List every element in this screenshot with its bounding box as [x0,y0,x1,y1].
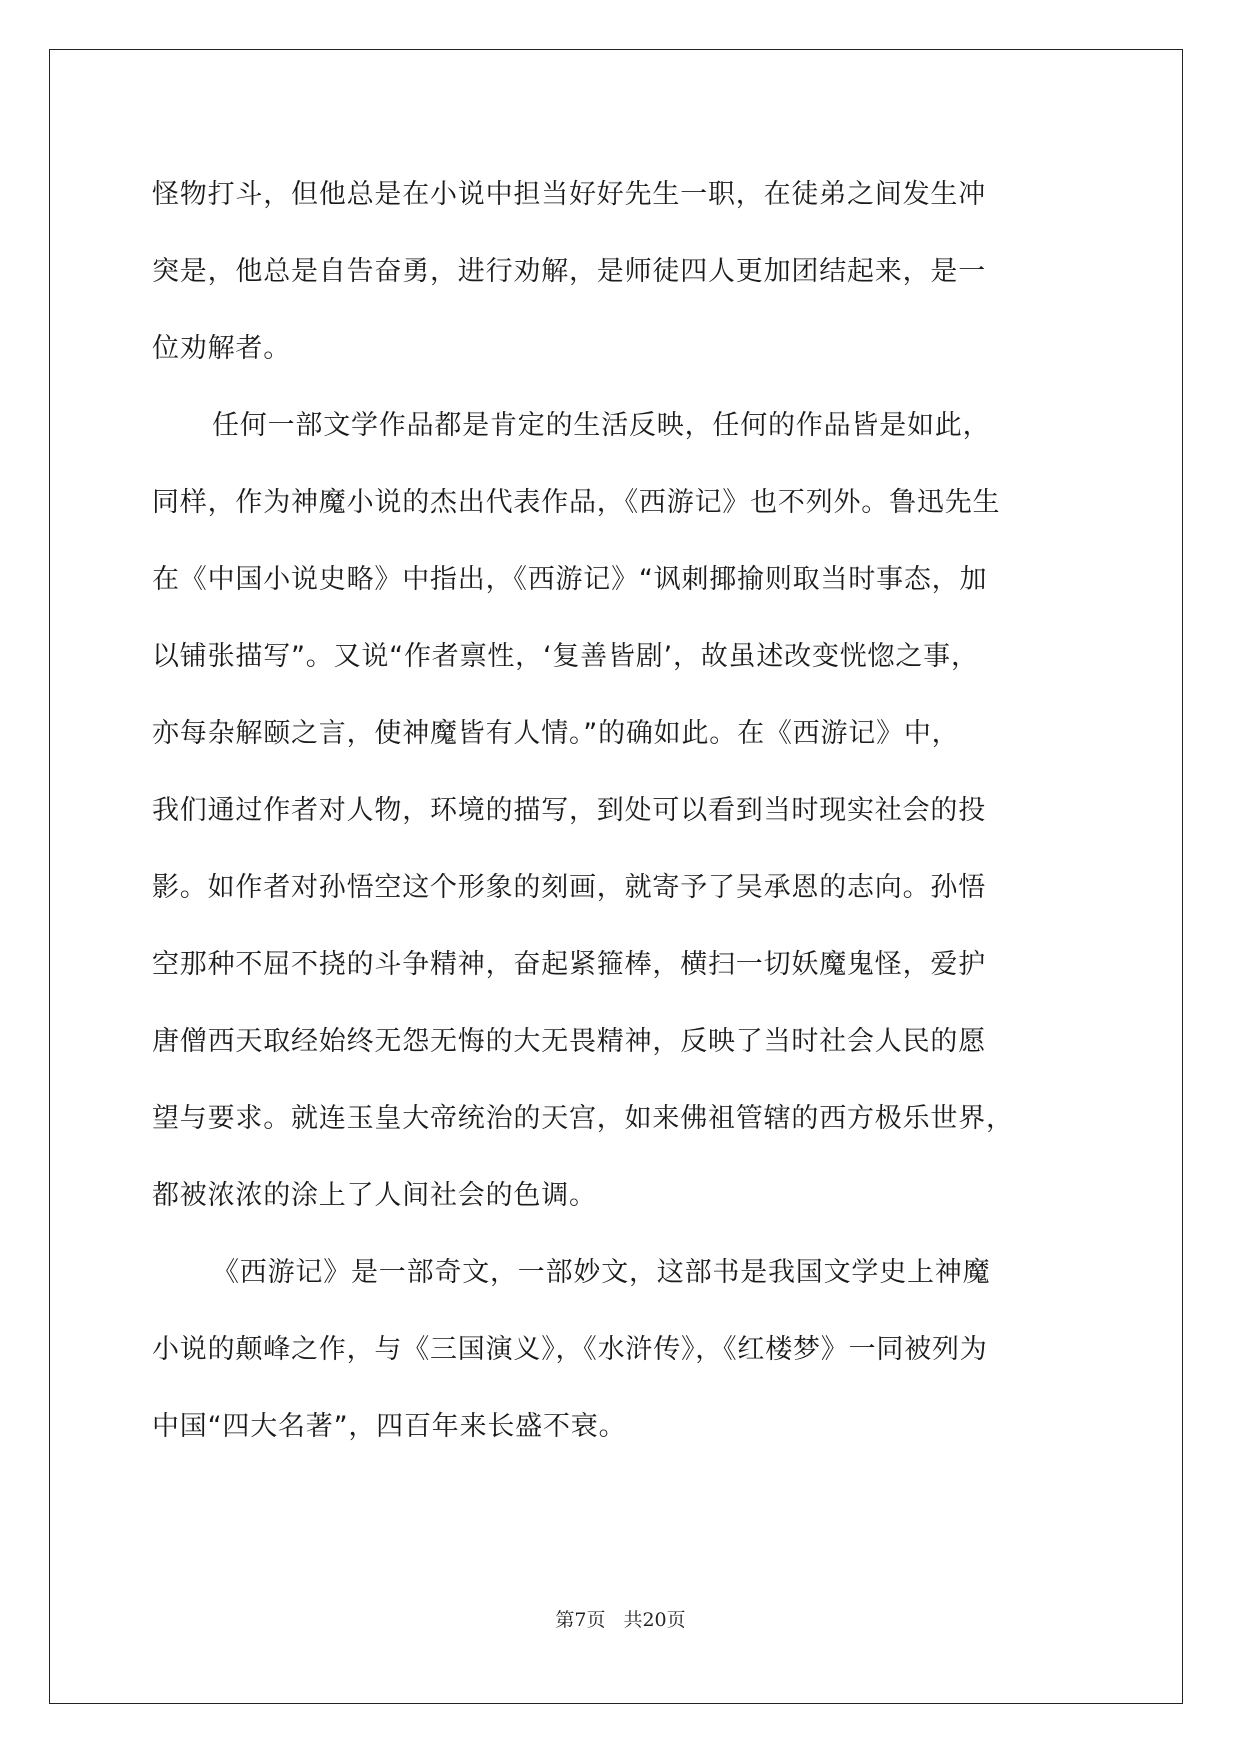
text-line: 在《中国小说史略》中指出，《西游记》“讽刺揶揄则取当时事态，加 [152,564,988,595]
text-line: 望与要求。就连玉皇大帝统治的天宫，如来佛祖管辖的西方极乐世界， [152,1103,1014,1134]
text-line: 都被浓浓的涂上了人间社会的色调。 [152,1180,597,1211]
text-line: 位劝解者。 [152,333,291,364]
text-line: 同样，作为神魔小说的杰出代表作品，《西游记》也不列外。鲁迅先生 [152,487,1001,518]
text-line: 突是，他总是自告奋勇，进行劝解，是师徒四人更加团结起来，是一 [152,256,986,287]
text-line: 亦每杂解颐之言，使神魔皆有人情。”的确如此。在《西游记》中， [152,718,960,749]
document-body [152,156,1087,1465]
text-line: 怪物打斗，但他总是在小说中担当好好先生一职，在徒弟之间发生冲 [152,179,986,210]
text-line: 我们通过作者对人物，环境的描写，到处可以看到当时现实社会的投 [152,795,986,826]
text-line: 影。如作者对孙悟空这个形象的刻画，就寄予了吴承恩的志向。孙悟 [152,872,986,903]
paragraph-start-line: 《西游记》是一部奇文，一部妙文，这部书是我国文学史上神魔 [212,1257,991,1288]
text-line: 空那种不屈不挠的斗争精神，奋起紧箍棒，横扫一切妖魔鬼怪，爱护 [152,949,986,980]
text-line: 中国“四大名著”，四百年来长盛不衰。 [152,1411,627,1442]
text-line: 唐僧西天取经始终无怨无悔的大无畏精神，反映了当时社会人民的愿 [152,1026,986,1057]
paragraph-start-line: 任何一部文学作品都是肯定的生活反映，任何的作品皆是如此， [212,410,991,441]
page-total: 共20页 [623,1609,686,1631]
text-line: 小说的颠峰之作，与《三国演义》，《水浒传》，《红楼梦》一同被列为 [152,1334,988,1365]
text-line: 以铺张描写”。又说“作者禀性，‘复善皆剧’，故虽述改变恍惚之事， [152,641,979,672]
page-number: 第7页 [555,1609,606,1631]
page-footer [0,1608,1241,1632]
